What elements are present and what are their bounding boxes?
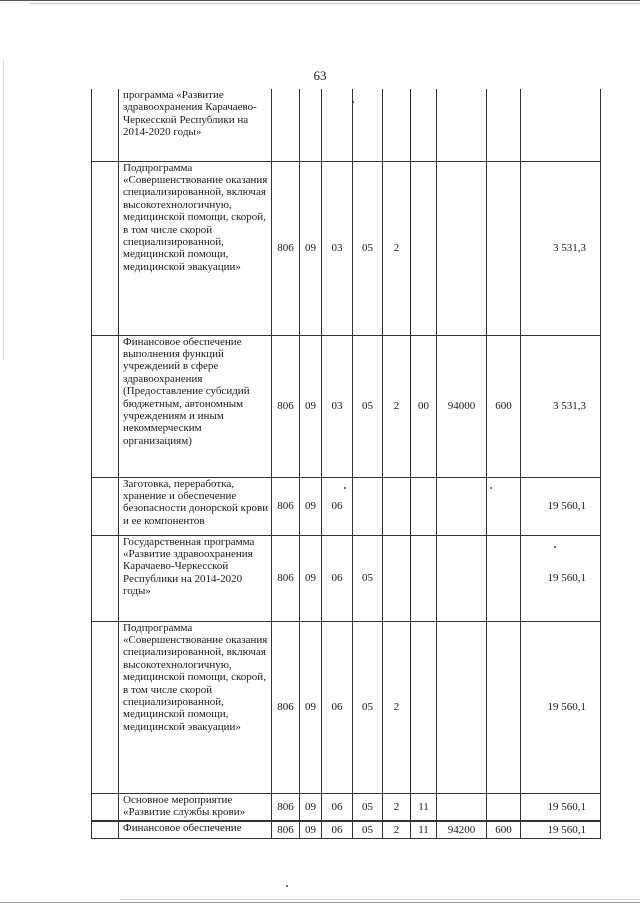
table-row bbox=[92, 535, 601, 621]
table-cell-subprogram: 2 bbox=[383, 621, 411, 793]
table-cell-subsection: 03 bbox=[322, 161, 353, 335]
table-cell-subprogram bbox=[383, 535, 411, 621]
table-cell-amount: 3 531,3 bbox=[521, 335, 601, 477]
table-cell-subprogram bbox=[383, 477, 411, 535]
table-cell-ministry: 806 bbox=[272, 821, 300, 838]
table-cell-name: Заготовка, переработка, хранение и обеспечение безопасности донорской крови и ее компонентов bbox=[119, 477, 272, 535]
scan-edge-left bbox=[3, 60, 4, 360]
table-cell-program: 05 bbox=[353, 793, 383, 821]
table-cell-subsection: 06 bbox=[322, 793, 353, 821]
table-cell-direction bbox=[437, 793, 487, 821]
table-cell-amount: 19 560,1 bbox=[521, 477, 601, 535]
table-row bbox=[92, 335, 601, 477]
table-cell-program: 05 bbox=[353, 821, 383, 838]
table-cell-blank bbox=[92, 161, 119, 335]
table-cell-event: 11 bbox=[411, 821, 437, 838]
table-cell-section: 09 bbox=[300, 621, 322, 793]
table-cell-blank bbox=[92, 89, 119, 161]
table-cell-program bbox=[353, 89, 383, 161]
table-cell-blank bbox=[92, 335, 119, 477]
table-cell-event: 11 bbox=[411, 793, 437, 821]
table-cell-event bbox=[411, 621, 437, 793]
table-cell-direction bbox=[437, 535, 487, 621]
table-cell-ministry bbox=[272, 89, 300, 161]
table-cell-name: программа «Развитие здравоохранения Карачаево-Черкесской Республики на 2014-2020 годы» bbox=[119, 89, 272, 161]
table-cell-name: Финансовое обеспечение bbox=[119, 821, 272, 838]
table-cell-subsection: 06 bbox=[322, 535, 353, 621]
table-row bbox=[92, 793, 601, 821]
table-cell-direction: 94200 bbox=[437, 821, 487, 838]
scan-edge-top-inner bbox=[30, 3, 640, 4]
table-cell-direction bbox=[437, 621, 487, 793]
table-cell-program: 05 bbox=[353, 535, 383, 621]
table-cell-blank bbox=[92, 621, 119, 793]
table-cell-section: 09 bbox=[300, 793, 322, 821]
table-row bbox=[92, 161, 601, 335]
table-cell-direction bbox=[437, 161, 487, 335]
table-row bbox=[92, 821, 601, 838]
table-cell-name: Подпрограмма «Совершенствование оказания специализированной, включая высокотехнологичную, медицинской помощи, скорой, в том числе скорой специализированной, медицинской помощи, медицинской эвакуации» bbox=[119, 161, 272, 335]
table-cell-section: 09 bbox=[300, 335, 322, 477]
table-cell-subprogram: 2 bbox=[383, 821, 411, 838]
table-cell-expense-type bbox=[487, 535, 521, 621]
table-cell-subsection bbox=[322, 89, 353, 161]
table-cell-expense-type bbox=[487, 477, 521, 535]
table-cell-name: Государственная программа «Развитие здравоохранения Карачаево-Черкесской Республики на 2014-2020 годы» bbox=[119, 535, 272, 621]
scan-edge-bottom-inner bbox=[120, 899, 640, 900]
table-cell-program: 05 bbox=[353, 161, 383, 335]
table-row bbox=[92, 477, 601, 535]
table-cell-direction bbox=[437, 89, 487, 161]
table-cell-expense-type bbox=[487, 89, 521, 161]
table-cell-program bbox=[353, 477, 383, 535]
table-cell-name: Основное мероприятие «Развитие службы крови» bbox=[119, 793, 272, 821]
table-cell-section: 09 bbox=[300, 161, 322, 335]
table-row bbox=[92, 621, 601, 793]
table-cell-amount bbox=[521, 89, 601, 161]
table-cell-ministry: 806 bbox=[272, 335, 300, 477]
table-cell-subsection: 06 bbox=[322, 621, 353, 793]
table-cell-expense-type bbox=[487, 161, 521, 335]
table-cell-event bbox=[411, 161, 437, 335]
table-cell-subprogram bbox=[383, 89, 411, 161]
table-cell-subsection: 06 bbox=[322, 477, 353, 535]
table-cell-name: Подпрограмма «Совершенствование оказания специализированной, включая высокотехнологичную, медицинской помощи, скорой, в том числе скорой специализированной, медицинской помощи, медицинской эвакуации» bbox=[119, 621, 272, 793]
table-cell-subprogram: 2 bbox=[383, 161, 411, 335]
table-cell-name: Финансовое обеспечение выполнения функций учреждений в сфере здравоохранения (Предоставление субсидий бюджетным, автономным учреждениям и иным некоммерческим организациям) bbox=[119, 335, 272, 477]
table-cell-subprogram: 2 bbox=[383, 335, 411, 477]
table-cell-ministry: 806 bbox=[272, 535, 300, 621]
scan-edge-top bbox=[0, 0, 640, 1]
table-cell-blank bbox=[92, 793, 119, 821]
table-cell-event bbox=[411, 535, 437, 621]
table-cell-ministry: 806 bbox=[272, 621, 300, 793]
table-cell-event bbox=[411, 477, 437, 535]
table-cell-amount: 19 560,1 bbox=[521, 793, 601, 821]
table-cell-expense-type bbox=[487, 793, 521, 821]
table-cell-expense-type: 600 bbox=[487, 821, 521, 838]
table-cell-event bbox=[411, 89, 437, 161]
table-row bbox=[92, 89, 601, 161]
table-cell-subsection: 06 bbox=[322, 821, 353, 838]
table-cell-section: 09 bbox=[300, 535, 322, 621]
table-cell-ministry: 806 bbox=[272, 793, 300, 821]
table-cell-expense-type bbox=[487, 621, 521, 793]
table-cell-amount: 3 531,3 bbox=[521, 161, 601, 335]
table-cell-program: 05 bbox=[353, 621, 383, 793]
page-number: 63 bbox=[313, 68, 327, 83]
budget-table bbox=[91, 89, 601, 839]
table-cell-amount: 19 560,1 bbox=[521, 821, 601, 838]
table-cell-amount: 19 560,1 bbox=[521, 621, 601, 793]
table-cell-section bbox=[300, 89, 322, 161]
table-cell-subprogram: 2 bbox=[383, 793, 411, 821]
table-cell-section: 09 bbox=[300, 477, 322, 535]
table-cell-subsection: 03 bbox=[322, 335, 353, 477]
scan-edge-bottom bbox=[0, 902, 640, 903]
table-cell-event: 00 bbox=[411, 335, 437, 477]
table-cell-blank bbox=[92, 477, 119, 535]
table-cell-ministry: 806 bbox=[272, 161, 300, 335]
table-cell-section: 09 bbox=[300, 821, 322, 838]
table-cell-ministry: 806 bbox=[272, 477, 300, 535]
table-cell-blank bbox=[92, 535, 119, 621]
table-cell-amount: 19 560,1 bbox=[521, 535, 601, 621]
table-cell-expense-type: 600 bbox=[487, 335, 521, 477]
table-cell-program: 05 bbox=[353, 335, 383, 477]
table-cell-direction: 94000 bbox=[437, 335, 487, 477]
scan-speck bbox=[286, 885, 288, 887]
table-cell-direction bbox=[437, 477, 487, 535]
table-cell-blank bbox=[92, 821, 119, 838]
